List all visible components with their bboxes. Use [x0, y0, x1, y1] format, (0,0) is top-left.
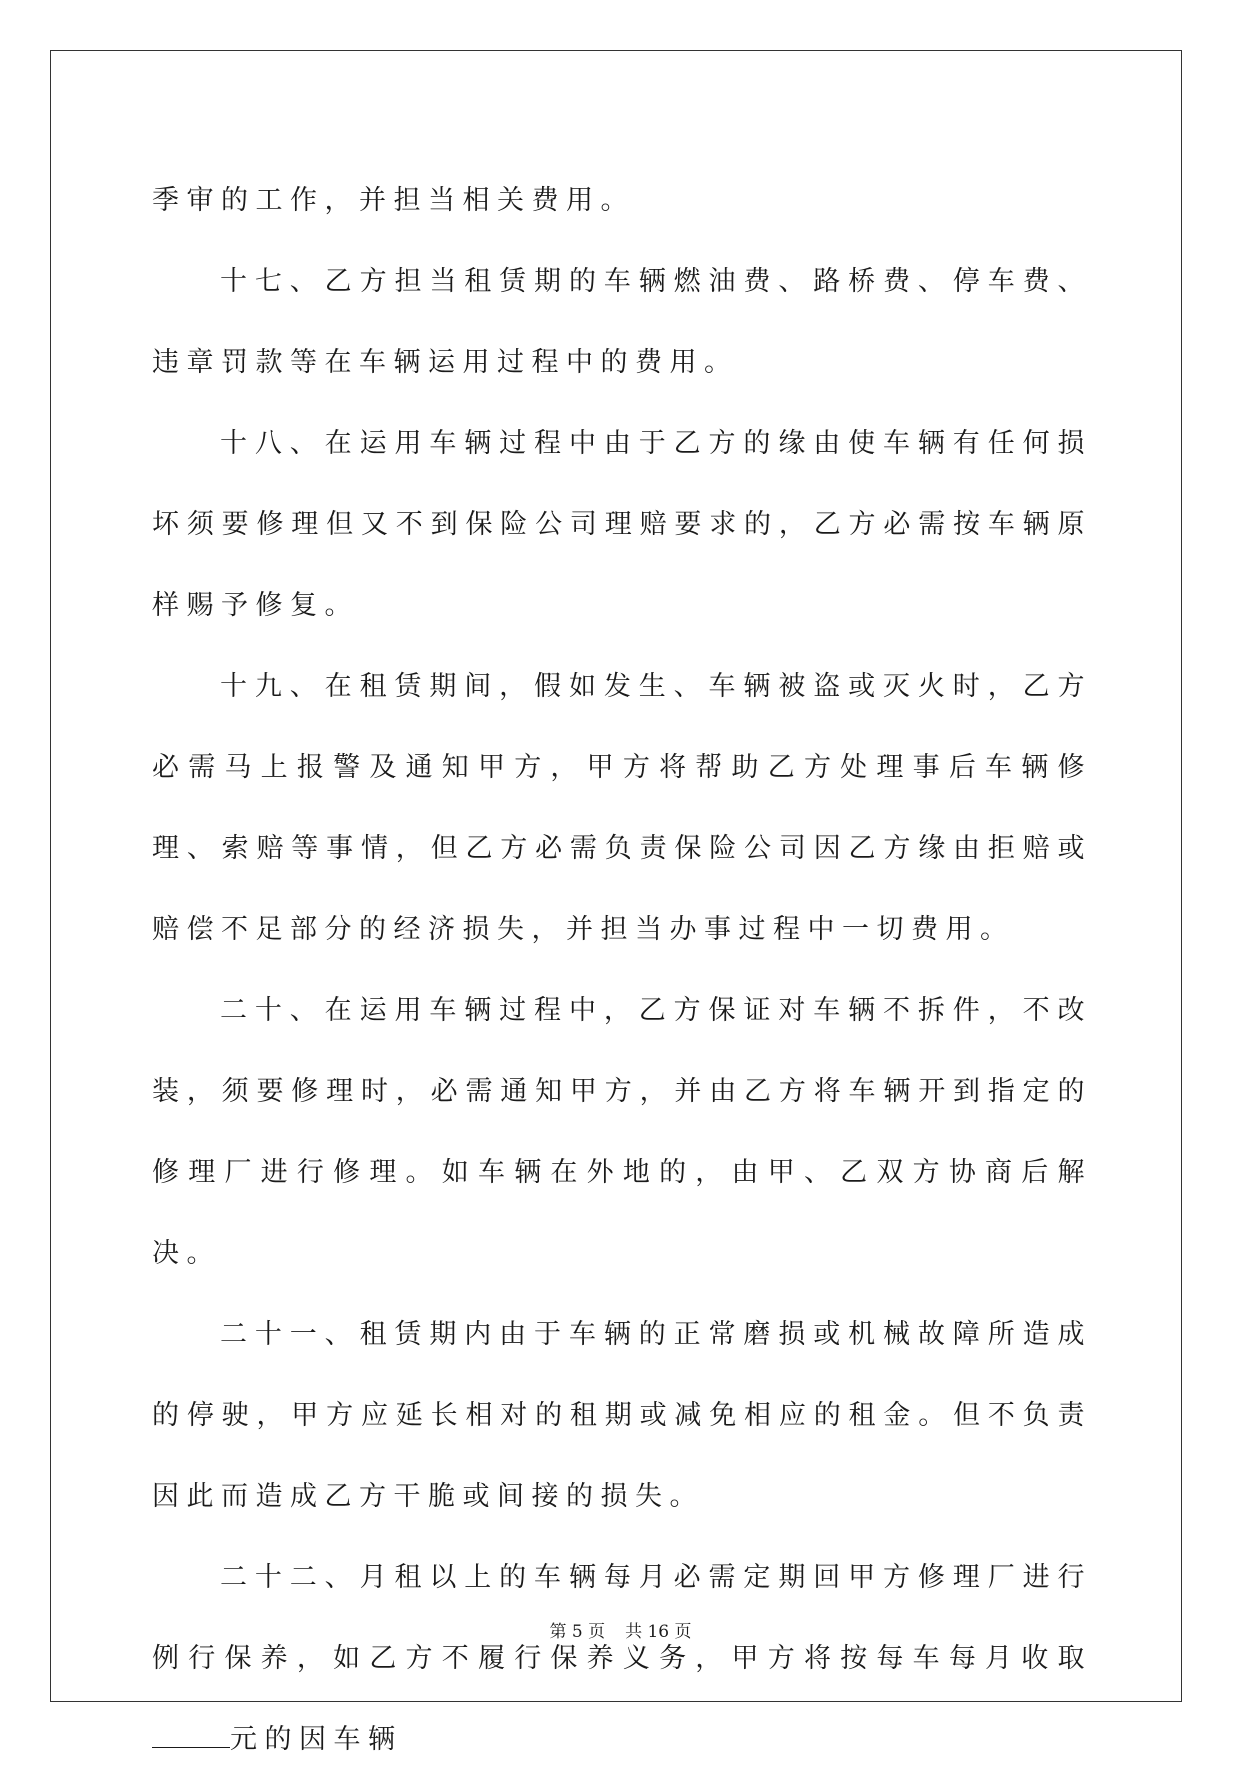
page-total: 共 16 页: [625, 1622, 692, 1642]
paragraph-clause-22: [152, 1537, 1092, 1780]
document-body: [152, 160, 1092, 1780]
paragraph-continuation: 季审的工作，并担当相关费用。: [152, 185, 635, 216]
paragraph-clause-21: 二十一、租赁期内由于车辆的正常磨损或机械故障所造成的停驶，甲方应延长相对的租期或减免相应的租金。但不负责因此而造成乙方干脆或间接的损失。: [152, 1319, 1092, 1512]
paragraph-clause-17: 十七、乙方担当租赁期的车辆燃油费、路桥费、停车费、违章罚款等在车辆运用过程中的费用。: [152, 266, 1092, 378]
page-footer: [0, 1617, 1241, 1642]
fill-in-blank: [152, 1725, 230, 1748]
page-number: 第 5 页: [549, 1622, 606, 1642]
paragraph-clause-20: 二十、在运用车辆过程中，乙方保证对车辆不拆件，不改装，须要修理时，必需通知甲方，并由乙方将车辆开到指定的修理厂进行修理。如车辆在外地的，由甲、乙双方协商后解决。: [152, 995, 1092, 1269]
paragraph-clause-19: 十九、在租赁期间，假如发生、车辆被盗或灭火时，乙方必需马上报警及通知甲方，甲方将帮助乙方处理事后车辆修理、索赔等事情，但乙方必需负责保险公司因乙方缘由拒赔或赔偿不足部分的经济损失，并担当办事过程中一切费用。: [152, 671, 1092, 945]
paragraph-clause-18: 十八、在运用车辆过程中由于乙方的缘由使车辆有任何损坏须要修理但又不到保险公司理赔要求的，乙方必需按车辆原样赐予修复。: [152, 428, 1092, 621]
clause-22-text-after: 元的因车辆: [230, 1724, 403, 1755]
clause-22-text-before: 二十二、月租以上的车辆每月必需定期回甲方修理厂进行例行保养，如乙方不履行保养义务，甲方将按每车每月收取: [152, 1562, 1092, 1674]
